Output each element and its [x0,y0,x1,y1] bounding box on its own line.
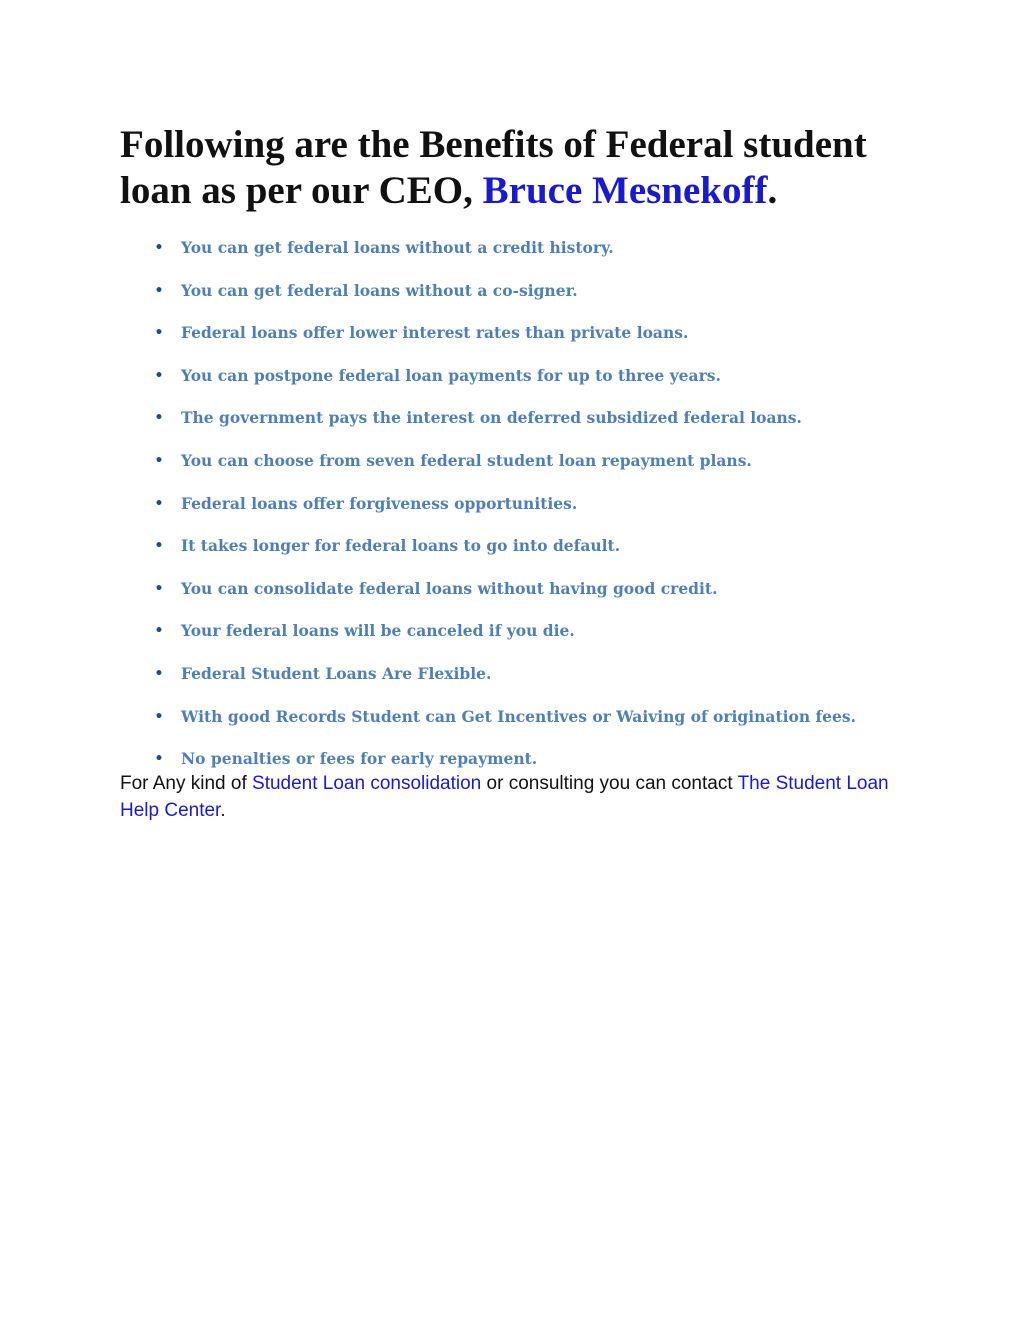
list-item [120,568,940,611]
contact-text: or consulting you can contact [481,773,738,794]
title-period: . [767,169,778,212]
bullet-icon: • [154,495,164,512]
bullet-icon: • [154,623,164,640]
ceo-name: Bruce Mesnekoff [482,169,768,212]
list-item-text: You can choose from seven federal student loan repayment plans. [181,450,752,470]
list-item-text: The government pays the interest on deferred subsidized federal loans. [181,408,802,428]
list-item [120,270,940,313]
list-item [120,610,940,653]
bullet-icon: • [154,367,164,384]
list-item-text: No penalties or fees for early repayment. [181,749,538,769]
list-item [120,525,940,568]
contact-text: For Any kind of [120,773,253,794]
list-item [120,312,940,355]
bullet-icon: • [154,410,164,427]
list-item-text: You can postpone federal loan payments for up to three years. [181,365,721,385]
bullet-icon: • [154,708,164,725]
help-center-link[interactable]: The Student Loan Help Center [120,773,889,821]
list-item [120,227,940,270]
list-item-text: It takes longer for federal loans to go into default. [181,536,621,556]
bullet-icon: • [154,580,164,597]
page-title [120,122,920,214]
list-item [120,397,940,440]
list-item [120,653,940,696]
list-item-text: Federal Student Loans Are Flexible. [181,663,492,683]
bullet-icon: • [154,751,164,768]
list-item-text: You can get federal loans without a credit history. [181,238,614,257]
list-item-text: With good Records Student can Get Incentives or Waiving of origination fees. [181,706,857,726]
bullet-icon: • [154,325,164,342]
contact-period: . [220,800,226,821]
contact-paragraph [120,770,900,824]
list-item [120,696,940,739]
list-item-text: Federal loans offer lower interest rates than private loans. [181,323,689,343]
bullet-icon: • [154,538,164,555]
list-item-text: You can get federal loans without a co-signer. [181,280,578,300]
list-item-text: You can consolidate federal loans without having good credit. [181,578,718,598]
student-loan-consolidation-link[interactable]: Student Loan consolidation [252,773,482,794]
list-item [120,440,940,483]
bullet-icon: • [154,665,164,682]
list-item-text: Federal loans offer forgiveness opportunities. [181,493,578,513]
benefits-list [120,227,940,781]
bullet-icon: • [154,240,164,256]
bullet-icon: • [154,282,164,299]
title-text: Following are the Benefits of Federal student loan as per our CEO, [120,123,867,212]
list-item [120,483,940,526]
list-item-text: Your federal loans will be canceled if you die. [181,621,575,641]
bullet-icon: • [154,452,164,469]
list-item [120,355,940,398]
